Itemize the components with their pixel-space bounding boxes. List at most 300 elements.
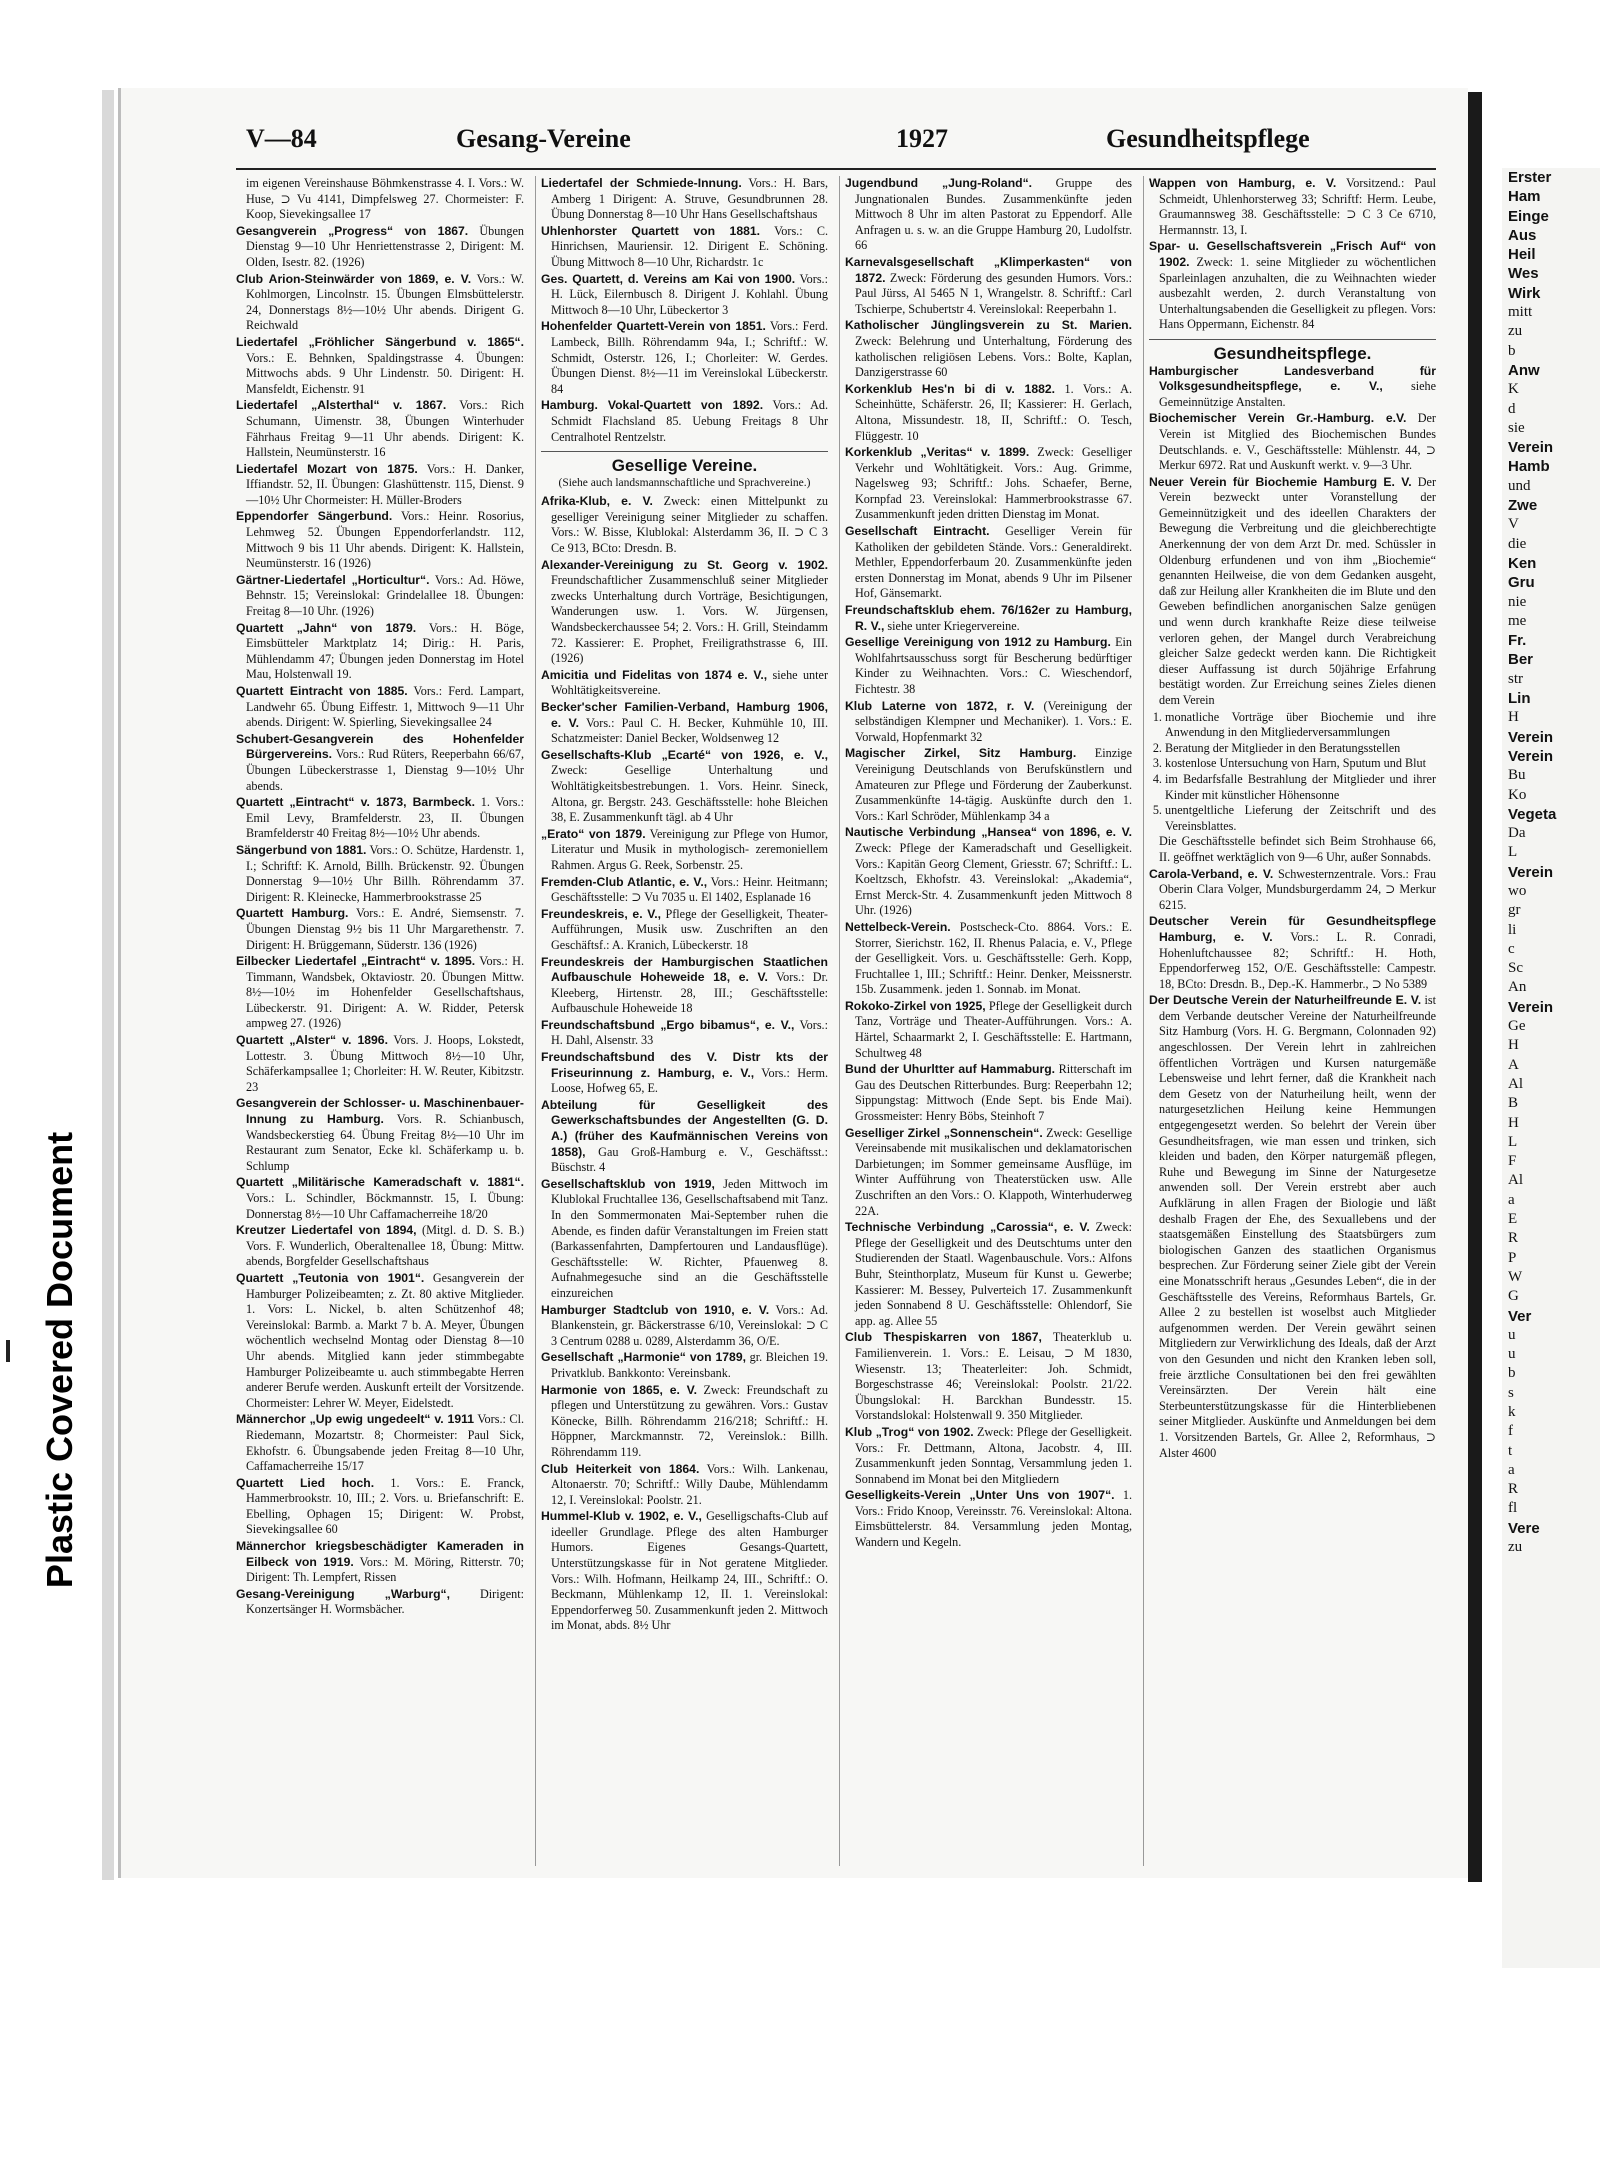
directory-entry [845,445,1132,523]
directory-entry [236,1539,524,1586]
entry-name: Liedertafel der Schmiede-Innung. [541,176,742,190]
entry-text: siehe Gemeinnützige Anstalten. [1159,379,1436,409]
entry-name: Männerchor kriegsbeschädigter Kameraden in Eilbeck von 1919. [236,1539,524,1569]
entry-name: Liedertafel „Fröhlicher Sängerbund v. 1865“. [236,334,524,349]
fragment-line: Anw [1508,361,1540,379]
section-title-right: Gesundheitspflege [1106,124,1310,153]
entry-name: Technische Verbindung „Carossia“, e. V. [845,1220,1090,1235]
directory-entry [236,573,524,620]
directory-entry [845,920,1132,998]
directory-entry [236,843,524,905]
entry-text: Vors.: Ad. Blankenstein, gr. Bäckerstrasse 6/10, Vereinslokal: ⊃ C 3 Centrum 0288 u. 0289, Alsterdamm 36, O/E. [551,1302,829,1348]
fragment-line: me [1508,612,1527,629]
entry-text: Vors.: Ad. Höwe, Behnstr. 15; Vereinslokal: Grindelallee 18. Übungen: Freitag 8—10 Uhr. (1926) [246,572,524,619]
fragment-line: und [1508,477,1531,494]
entry-name: Spar- u. Gesellschaftsverein „Frisch Auf“ von 1902. [1149,239,1436,269]
fragment-line: Fr. [1508,632,1527,650]
entry-name: Afrika-Klub, e. V. [541,494,653,509]
directory-entry [845,382,1132,444]
column-4 [1143,176,1441,1866]
entry-text: Postscheck-Cto. 8864. Vors.: E. Storrer, Sierichstr. 162, II. Rhenus Palacia, e. V., Pflege der Geselligkeit. Vors. u. Geschäftsstelle: Gerh. Kopp, Fruchtallee 1, III.; Schriftf.: Heinr. Denker, Meissnerstr. 15b. Zusammenk. jeden 1. Sonnab. im Monat. [855,919,1133,997]
entry-text: Ein Wohlfahrtsausschuss sorgt für Bescherung bedürftiger Kinder zu Weihnachten. Vors.: C. Wieschendorf, Fichtestr. 38 [855,635,1132,696]
directory-entry [541,176,828,223]
entry-text: Vors.: H. Timmann, Wandsbek, Oktaviostr. 20. Übungen Mittw. 8½—10½ im Hohenfelder Gesellschaftshaus, Lübeckerstr. 91. Dirigent: A. W. Ridder, Petersk ampweg 27. (1926) [246,954,524,1031]
entry-text: 1. Vors.: E. Franck, Hammerbrookstr. 10, III.; 2. Vors. u. Briefanschrift: E. Ebelling, Ophagen 15; Dirigent: W. Probst, Sievekingsallee 60 [246,1475,524,1537]
entry-name: Gesellschaft Eintracht. [845,524,990,539]
fragment-line: Al [1508,1172,1523,1189]
fragment-line: a [1508,1461,1515,1478]
entry-name: Carola-Verband, e. V. [1149,866,1274,881]
list-item: 3. kostenlose Untersuchung von Harn, Sputum und Blut [1165,756,1436,772]
fragment-line: G [1508,1288,1519,1305]
directory-entry [541,955,828,1017]
fragment-line: R [1508,1481,1519,1498]
fragment-line: Ham [1508,188,1541,206]
directory-entry [541,272,828,319]
entry-name: Deutscher Verein für Gesundheitspflege Hamburg, e. V. [1149,914,1436,944]
fragment-line: nie [1508,593,1527,610]
directory-entry [541,1383,828,1461]
entry-name: Freundeskreis der Hamburgischen Staatlichen Aufbauschule Hoheweide 18, e. V. [541,954,828,985]
directory-entry [845,318,1132,380]
directory-entry [236,906,524,953]
entry-text: Pflege der Geselligkeit durch Tanz, Vorträge und Theater-Aufführungen. Vors.: A. Härtel, Schaarmarkt 2, I. Geschäftsstelle: E. Hartmann, Schultweg 48 [855,998,1132,1060]
entry-name: Amicitia und Fidelitas von 1874 e. V., [541,667,768,682]
entry-name: Eppendorfer Sängerbund. [236,509,393,524]
entry-name: Quartett „Alster“ v. 1896. [236,1033,388,1048]
fragment-line: H [1508,1037,1519,1054]
directory-entry [1149,239,1436,333]
fragment-line: li [1508,921,1517,938]
fragment-line: Bu [1508,767,1526,784]
entry-name: Abteilung für Geselligkeit des Gewerkschaftsbundes der Angestellten (G. D. A.) (früher des Kaufmännischen Vereins von 1858), [541,1097,828,1159]
entry-text: Pflege der Geselligkeit, Theater-Aufführungen, Musik usw. Zuschriften an den Geschäftsf.: A. Kranich, Lübeckerstr. 18 [551,906,828,952]
entry-text: Zweck: Pflege der Geselligkeit und des Deutschtums unter den Studierenden der Staatl. Wagenbauschule. Vors.: Alfons Buhr, Steinthorplatz, Museum für Kunst u. Gewerbe; Kassierer: M. Bessey, Pulverteich 17. Zusammenkunft jeden Sonnabend 8 U. Geschäftsstelle: Ohlendorf, Sie app. ag. Allee 55 [855,1220,1132,1328]
directory-entry [541,1462,828,1509]
entry-text: siehe unter Wohltätigkeitsvereine. [551,667,828,698]
list-item: 2. Beratung der Mitglieder in den Beratungsstellen [1165,741,1436,757]
entry-name: Quartett Hamburg. [236,906,349,921]
entry-name: Neuer Verein für Biochemie Hamburg E. V. [1149,474,1412,489]
entry-text: Vors.: Wilh. Lankenau, Altonaerstr. 70; Schriftf.: Willy Daube, Mühlendamm 12, I. Vereinslokal: Poolstr. 21. [551,1461,829,1507]
fragment-line: Hamb [1508,458,1550,476]
fragment-line: L [1508,1133,1518,1150]
fragment-line: t [1508,1442,1513,1459]
entry-name: Katholischer Jünglingsverein zu St. Marien. [845,318,1132,333]
fragment-line: sie [1508,419,1525,436]
entry-name: Freundschaftsklub ehem. 76/162er zu Hamburg, R. V., [845,603,1132,633]
entry-name: Freundeskreis, e. V., [541,906,662,921]
entry-text: Zweck: Förderung des gesunden Humors. Vors.: Paul Jürss, Al 5465 N 1, Wrangelstr. 8. Schriftf.: Carl Tschierpe, Schubertstr 4. Vereinslokal: Reeperbahn 1. [855,270,1132,316]
book-gutter [1482,100,1502,1880]
header-rule [236,168,1436,170]
entry-text: Übungen Dienstag 9—10 Uhr Henriettenstrasse 2, Dirigent: M. Olden, Isestr. 82. (1926) [246,223,524,269]
fragment-line: Zwe [1508,497,1538,515]
directory-entry [541,748,828,826]
entry-text: Zweck: 1. seine Mitglieder zu wöchentlichen Sparleinlagen anzuhalten, die zu Weihnachten wieder ausbezahlt werden, 2. durch Veranstaltung von Unterhaltungsabenden die Geselligkeit zu pflegen. Vors: Hans Oppermann, Eichenstr. 84 [1159,254,1437,332]
fragment-line: Al [1508,1075,1523,1092]
directory-entry [236,1587,524,1618]
entry-text: Theaterklub u. Familienverein. 1. Vors.: E. Leisau, ⊃ M 1830, Wiesenstr. 13; Theaterleiter: Joh. Schmidt, Borgeschstrasse 46; Vereinslokal: Poolstr. 21/22. Übungslokal: H. Barckhan Bundesstr. 15. Vorstandslokal: Holstenwall 9. 350 Mitglieder. [855,1330,1132,1423]
directory-entry [541,875,828,906]
fragment-line: Heil [1508,246,1536,264]
directory-entry [845,524,1132,602]
directory-entry [541,398,828,445]
entry-text: Vors.: H. Lück, Eilernbusch 8. Dirigent J. Kohlahl. Übung Mittwoch 8—10 Uhr, Lübeckertor 3 [551,271,828,317]
right-page-edge [1468,92,1482,1882]
entry-name: Geselligkeits-Verein „Unter Uns von 1907“. [845,1488,1115,1503]
entry-text: (Mitgl. d. D. S. B.) Vors. F. Wunderlich, Oberaltenallee 18, Übung: Mittw. abends, Borgfelder Gesellschaftshaus [246,1223,525,1269]
directory-entry [845,1330,1132,1424]
directory-entry [541,494,828,556]
fragment-line: zu [1508,323,1523,340]
fragment-line: Lin [1508,690,1531,708]
fragment-line: wo [1508,882,1527,899]
directory-entry [236,509,524,571]
directory-entry [845,1220,1132,1329]
entry-name: Gesangverein der Schlosser- u. Maschinenbauer-Innung zu Hamburg. [236,1096,524,1127]
entry-text: 1. Vors.: A. Scheinhütte, Schäferstr. 26, II; Kassierer: H. Gerlach, Altona, Missundestr. 18, II, Schriftf.: O. Tesch, Flüggestr. 10 [855,381,1133,443]
entry-name: Quartett „Eintracht“ v. 1873, Barmbeck. [236,795,475,810]
entry-text: im eigenen Vereinshause Böhmkenstrasse 4. I. Vors.: W. Huse, ⊃ Vu 4141, Dimpfelsweg 27. Chormeister: F. Koop, Sievekingsallee 17 [246,176,524,222]
entry-text: Vors.: H. Dahl, Alsenstr. 33 [551,1017,828,1048]
directory-entry [236,684,524,731]
entry-text: Zweck: Gesellige Vereinsabende mit musikalischen und deklamatorischen Darbietungen; im Sommer gemeinsame Ausflüge, im Winter Aufführung von Theaterstücken usw. Alle Zuschriften an den Vors.: O. Klappoth, Winterhuderweg 22A. [855,1125,1132,1218]
entry-name: Sängerbund von 1881. [236,842,367,857]
directory-entry [236,272,524,334]
entry-name: Freundschaftsbund „Ergo bibamus“, e. V., [541,1017,795,1032]
entry-text: Vors.: Ad. Schmidt Flachsland 85. Uebung Freitags 8 Uhr Centralhotel Rentzelstr. [551,398,829,444]
fragment-line: fl [1508,1500,1518,1517]
directory-entry [1149,867,1436,914]
directory-entry [236,795,524,842]
directory-entry [1149,475,1436,709]
entry-text: Vors.: H. Danker, Iffiandstr. 52, II. Übungen: Glashüttenstr. 115, Dienst. 9—10½ Uhr Chormeister: H. Müller-Broders [246,461,524,507]
fragment-line: Ver [1508,1307,1532,1325]
directory-entry [845,603,1132,634]
column-3 [839,176,1137,1866]
entry-name: Eilbecker Liedertafel „Eintracht“ v. 1895. [236,954,476,969]
entry-text: Vorsitzend.: Paul Schmeidt, Uhlenhorsterweg 33; Schriftf: Herm. Leube, Graumannsweg 38. Geschäftsstelle: ⊃ C 3 Ce 6710, Hermannstr. 13, I. [1159,176,1437,237]
entry-text: Vors.: Paul C. H. Becker, Kuhmühle 10, III. Schatzmeister: Daniel Becker, Woldsenweg 12 [551,715,829,746]
directory-entry [845,255,1132,317]
entry-text: Zweck: Belehrung und Unterhaltung, Förderung des katholischen religiösen Lebens. Vors.: Bolte, Kaplan, Danzigerstrasse 60 [855,333,1132,380]
directory-entry [845,635,1132,697]
plastic-cover-label: Plastic Covered Document [39,1131,80,1589]
entry-name: Wappen von Hamburg, e. V. [1149,176,1337,190]
entry-text: Vors.: L. R. Conradi, Hohenluftchaussee 82; Schriftf.: H. Hoth, Eppendorferweg 152, O/E. Geschäftsstelle: Campestr. 18, BCto: Dresdn. B., Dep.-K. Hammerbr., ⊃ No 5389 [1159,929,1436,991]
entry-name: Club Arion-Steinwärder von 1869, e. V. [236,271,472,286]
fragment-line: a [1508,1191,1515,1208]
entry-name: Quartett „Teutonia von 1901“. [236,1270,425,1285]
fragment-line: b [1508,1365,1516,1382]
entry-text: Vors.: H. Bars, Amberg 1 Dirigent: A. Struve, Gesundbrunnen 28. Übung Donnerstag 8—10 Uhr Hans Gesellschaftshaus [551,176,828,222]
entry-text: Dirigent: Konzertsänger H. Wormsbächer. [246,1586,524,1617]
page-number: V—84 [246,124,317,153]
fragment-line: Sc [1508,960,1523,977]
directory-entry [236,1476,524,1538]
fragment-line: Verein [1508,747,1554,765]
entry-name: Nettelbeck-Verein. [845,919,951,934]
entry-name: Harmonie von 1865, e. V. [541,1382,698,1397]
fragment-line: R [1508,1230,1519,1247]
text-columns [231,176,1441,1866]
entry-text: ist dem Verbande deutscher Vereine der Naturheilfreunde Sitz Hamburg (Vors. H. G. Bergmann, Colonnaden 92) angeschlossen. Der Verein lehrt in zahlreichen öffentlichen Vorträgen und Kursen naturgemäße Lebensweise und lehrt ferner, daß die Krankheit nach dem Gesetz von der Naturheilung heilt, wenn der naturgesetzlichen Heilung keine Hemmungen entgegengesetzt werden. So belehrt der Verein über Gesundheitsfragen, wie man essen und trinken, sich kleiden und baden, den Körper naturgemäß pflegen, Ruhe und Bewegung im Sinne der Naturgesetze anwenden soll. Der Verein erstrebt aber auch Aufklärung in allen Fragen der Biologie und läßt deshalb Fragen der Ehe, des Sexuallebens und der staatsgemäßen Einstellung des Staatsbürgers zum biologischen Ganzen des staatlichen Organismus besprechen. Zur Förderung seiner Ziele gibt der Verein eine Monatsschrift heraus „Gesundes Leben“, die in der Geschäftsstelle des Vereins, Reformhaus Bartels, Gr. Allee 2 zu bestellen ist woselbst auch Mitglieder aufgenommen werden. Der Verein gewährt seinen Mitgliedern zur Verwirklichung des Ideals, daß der Arzt von den Gesunden und nicht den Kranken leben soll, freie ärztliche Consultationen bei den frei gewählten Vereinsärzten. Der Verein hält eine Sterbeunterstützungskasse für die Hinterbliebenen seiner Mitglieder. Auskünfte und Anmeldungen bei dem 1. Vorsitzenden Bartels, Gr. Allee 2, Reformhaus, ⊃ Alster 4600 [1159,993,1436,1460]
entry-text: Gau Groß-Hamburg e. V., Geschäftsst.: Büschstr. 4 [551,1144,828,1175]
entry-name: Der Deutsche Verein der Naturheilfreunde E. V. [1149,993,1422,1008]
entry-text: Vors.: L. Schindler, Böckmannstr. 15, I. Übung: Donnerstag 8½—10 Uhr Caffamacherreihe 18/20 [246,1191,524,1221]
entry-name: Hummel-Klub v. 1902, e. V., [541,1509,702,1524]
fragment-line: Verein [1508,998,1554,1016]
entry-name: Quartett „Jahn“ von 1879. [236,620,417,635]
fragment-line: Einge [1508,207,1549,225]
entry-name: Korkenklub „Veritas“ v. 1899. [845,445,1030,460]
entry-text: siehe unter Kriegervereine. [887,618,1020,633]
entry-name: Kreutzer Liedertafel von 1894, [236,1223,417,1238]
section-title-left: Gesang-Vereine [456,124,631,153]
fragment-line: F [1508,1153,1517,1170]
entry-text: 1. Vors.: Emil Levy, Bramfelderstr. 23, II. Übungen Bramfelderstr 40 Freitag 8½—10½ Uhr abends. [246,795,524,841]
fragment-line: B [1508,1095,1519,1112]
entry-name: Jugendbund „Jung-Roland“. [845,176,1033,190]
fragment-line: Ken [1508,554,1537,572]
entry-text: Zweck: Freundschaft zu pflegen und Unterstützung zu gewähren. Vors.: Gustav Könecke, Billh. Röhrendamm 216/218; Schriftf.: H. Höppner, Marckmannstr. 72, Vereinslok.: Billh. Röhrendamm 119. [551,1382,829,1459]
entry-name: Korkenklub Hes'n bi di v. 1882. [845,381,1056,396]
directory-entry [845,825,1132,919]
fragment-line: Ber [1508,651,1534,669]
fragment-line: mitt [1508,304,1533,321]
edge-mark [6,1340,10,1362]
entry-text: Zweck: Pflege der Geselligkeit. Vors.: Fr. Dettmann, Altona, Jacobstr. 4, III. Zusammenkunft jeden Sonntag, Versammlung jeden 1. Sonnabend im Monat bei den Mitgliedern [855,1424,1133,1486]
fragment-line: E [1508,1211,1518,1228]
entry-name: Hohenfelder Quartett-Verein von 1851. [541,319,766,334]
section-heading: Gesellige Vereine. [541,451,828,474]
fragment-line: Verein [1508,863,1554,881]
entry-name: Quartett „Militärische Kameradschaft v. 1881“. [236,1175,524,1190]
entry-text: Vors.: Cl. Riedemann, Mozartstr. 8; Chormeister: Paul Sick, Ekhofstr. 6. Übungsabende jeden Freitag 8—10 Uhr, Caffamacherreihe 15/17 [246,1412,524,1474]
list-item: 5. unentgeltliche Lieferung der Zeitschrift und des Vereinsblattes. [1165,803,1436,834]
fragment-line: str [1508,670,1523,687]
entry-name: Club Thespiskarren von 1867, [845,1330,1042,1345]
directory-entry [541,1303,828,1350]
left-page-edge [102,90,114,1880]
directory-entry [541,1098,828,1176]
entry-text: Schwesternzentrale. Vors.: Frau Oberin Clara Volger, Mundsburgerdamm 24, ⊃ Merkur 6215. [1159,866,1436,912]
fragment-line: d [1508,400,1516,417]
fragment-line: b [1508,342,1516,359]
entry-text: Vors.: M. Möring, Ritterstr. 70; Dirigent: Th. Lempfert, Rissen [246,1554,524,1585]
directory-entry [236,1096,524,1174]
directory-entry [1149,176,1436,238]
fragment-line: f [1508,1423,1513,1440]
entry-text: Gruppe des Jungnationalen Bundes. Zusammenkünfte jeden Mittwoch 8 Uhr im alten Pastorat zu Eppendorf. Alle Anfragen u. s. w. an die Gruppe Hamburg 20, Ludolfstr. 66 [855,176,1133,253]
directory-entry [236,1412,524,1474]
directory-entry [236,224,524,271]
directory-entry [541,827,828,874]
fragment-line: K [1508,381,1519,398]
fragment-line: u [1508,1326,1516,1343]
entry-name: Gesang-Vereinigung „Warburg“, [236,1586,451,1601]
directory-entry [236,1175,524,1222]
directory-entry [236,462,524,509]
directory-entry [236,1271,524,1411]
fragment-line: P [1508,1249,1517,1266]
directory-entry [1149,914,1436,992]
directory-entry [1149,834,1436,865]
entry-text: Vors.: Heinr. Rosorius, Lehmweg 52. Übungen Eppendorferlandstr. 112, Mittwoch 9 bis 11 Uhr abends. Dirigent: K. Hallstein, Neumünsterstr. 16 (1926) [246,509,524,571]
list-item: 1. monatliche Vorträge über Biochemie und ihre Anwendung in den Mitgliederversammlungen [1165,710,1436,741]
directory-page [118,88,1468,1878]
directory-entry [541,907,828,954]
directory-entry [541,224,828,271]
directory-entry [236,398,524,460]
section-heading: Gesundheitspflege. [1149,339,1436,362]
fragment-line: Da [1508,825,1526,842]
directory-entry [236,954,524,1032]
entry-name: Gesellige Vereinigung von 1912 zu Hamburg. [845,635,1111,650]
directory-entry [845,1062,1132,1124]
entry-name: Club Heiterkeit von 1864. [541,1461,700,1476]
entry-text: Vors.: C. Hinrichsen, Mauriensir. 12. Dirigent E. Schöning. Übung Mittwoch 8—10 Uhr, Richardstr. 1c [551,223,829,269]
entry-text: Freundschaftlicher Zusammenschluß seiner Mitglieder zwecks Unterhaltung durch Vorträge, Besichtigungen, Wanderungen usw. 1. Vors. W. Jürgensen, Wandsbeckerchaussee 54; 2. Vors.: H. Grill, Steindamm 72. Kassierer: E. Prophet, Freiligrathstrasse 6, III. (1926) [551,573,828,666]
entry-name: Quartett Eintracht von 1885. [236,684,408,698]
fragment-line: Verein [1508,439,1554,457]
fragment-line: H [1508,709,1519,726]
entry-text: Die Geschäftsstelle befindet sich Beim Strohhause 66, II. geöffnet werktäglich von 9—6 Uhr, außer Sonnabds. [1159,834,1436,864]
entry-text: Vors.: Rich Schumann, Uimenstr. 38, Übungen Winterhuder Fährhaus Freitag 9—11 Uhr abends. Dirigent: K. Hallstein, Neumünsterstr. 16 [246,398,525,460]
directory-entry [845,699,1132,746]
directory-entry [541,668,828,699]
directory-entry [845,176,1132,254]
entry-name: Gesellschaft „Harmonie“ von 1789, [541,1350,746,1365]
entry-name: Magischer Zirkel, Sitz Hamburg. [845,746,1077,761]
entry-name: Biochemischer Verein Gr.-Hamburg. e.V. [1149,411,1407,426]
column-2 [535,176,833,1866]
entry-text: Vors.: W. Kohlmorgen, Lincolnstr. 15. Übungen Elmsbüttelerstr. 24, Donnerstags 8½—10½ Uhr abends. Dirigent G. Reichwald [246,271,525,333]
list-item: 4. im Bedarfsfalle Bestrahlung der Mitglieder und ihrer Kinder mit künstlicher Höhensonne [1165,772,1436,803]
fragment-line: s [1508,1384,1514,1401]
page-header [121,124,1468,168]
entry-name: Hamburger Stadtclub von 1910, e. V. [541,1302,770,1317]
entry-text: Einzige Vereinigung Deutschlands von Berufskünstlern und Amateuren zur Pflege und Förderung der Zauberkunst. Zusammenkünfte 14-tägig. Auskünfte durch den 1. Vors.: Karl Schröder, Mühlenkamp 34 a [855,746,1133,823]
fragment-line: A [1508,1056,1519,1073]
directory-entry [236,1223,524,1270]
directory-entry [845,999,1132,1061]
entry-text: (Vereinigung der selbständigen Klempner und Mechaniker). 1. Vors.: E. Vorwald, Hopfenmarkt 32 [855,698,1132,744]
section-subheading: (Siehe auch landsmannschaftliche und Sprachvereine.) [558,476,811,489]
year-title: 1927 [896,124,948,153]
entry-text: Zweck: Geselliger Verkehr und Wohltätigkeit. Vors.: Aug. Grimme, Nagelsweg 93; Schriftf.: Johs. Schaefer, Berne, Kornpfad 23. Vereinslokal: Hammerbrookstrasse 67. Zusammenkunft jeden dritten Dienstag im Monat. [855,445,1132,522]
entry-name: Hamburgischer Landesverband für Volksgesundheitspflege, e. V., [1149,363,1436,394]
entry-name: Gesellschafts-Klub „Ecarté“ von 1926, e. V., [541,747,828,762]
entry-name: Gärtner-Liedertafel „Horticultur“. [236,572,430,587]
entry-name: Gesangverein „Progress“ von 1867. [236,223,469,238]
fragment-line: Ge [1508,1018,1526,1035]
entry-text: Vors. R. Schianbusch, Wandsbeckerstieg 64. Übung Freitag 8½—10 Uhr im Restaurant zum Senator, Ecke kl. Schäferkamp u. b. Schlump [246,1112,524,1173]
entry-name: Klub Laterne von 1872, r. V. [845,698,1035,713]
entry-name: Freundschaftsbund des V. Distr kts der Friseurinnung z. Hamburg, e. V., [541,1050,828,1080]
entry-text: Geselligschafts-Club auf ideeller Grundlage. Pflege des alten Hamburger Humors. Eigenes Gesangs-Quartett, Unterstützungskasse für in Not geratene Mitglieder. Vors.: Wilh. Hofmann, Heilkamp 24, III., Schriftf.: O. Beckmann, Mühlenkamp 12, II. 1. Vereinslokal: Eppendorferweg 50. Zusammenkunft jeden 2. Mittwoch im Monat, abds. 8½ Uhr [551,1509,828,1633]
directory-entry [541,1509,828,1634]
entry-name: Bund der Uhurltter auf Hammaburg. [845,1062,1056,1077]
entry-text: Geselliger Verein für Katholiken der gebildeten Stände. Vors.: Generaldirekt. Methler, Eppendorferbaum 20. Zusammenkünfte jeden ersten Donnerstag im Monat, abends 9 Uhr im Pilsener Hof, Gänsemarkt. [855,524,1133,601]
fragment-line: Aus [1508,226,1537,244]
adjacent-page-fragment [1502,168,1600,1968]
entry-name: Karnevalsgesellschaft „Klimperkasten“ von 1872. [845,254,1132,285]
directory-entry [236,621,524,683]
entry-text: Vors.: Ferd. Lampart, Landwehr 65. Übung Eiffestr. 1, Mittwoch 9—11 Uhr abends. Dirigent: W. Spierling, Sievekingsallee 24 [246,684,524,730]
entry-text: Der Verein bezweckt unter Voranstellung der Gemeinnützigkeit und des ideellen Charakters der Bewegung die Verbreitung und die gleichberechtigte Anerkennung der von dem Arzt Dr. med. Schüssler in Oldenburg erfundenen und von ihm „Biochemie“ genannten Heilweise, die von dem Gedanken ausgeht, daß zur Heilung aller Krankheiten die im Blute und den Geweben befindlichen anorganischen Salze genügen und wenn durch krankhafte Reize diese teilweise verloren gehen, der Mangel durch Verabreichung gleicher Salze gedeckt werden kann. Die Richtigkeit dieser Auffassung ist durch 50jährige Erfahrung bestätigt worden. Zur Erreichung seines Zieles dienen dem Verein [1159,474,1437,707]
fragment-line: zu [1508,1539,1523,1556]
entry-text: Vors.: H. Böge, Eimsbütteler Marktplatz 14; Dirig.: H. Paris, Mühlendamm 47; Übungen jeden Donnerstag im Hotel Mau, Holstenwall 19. [246,620,524,682]
entry-name: Liedertafel Mozart von 1875. [236,461,418,476]
fragment-line: W [1508,1268,1523,1285]
entry-name: Quartett Lied hoch. [236,1475,375,1490]
directory-entry [236,176,524,223]
entry-text: 1. Vors.: Frido Knoop, Vereinsstr. 76. Vereinslokal: Altona. Eimsbüttelerstr. 84. Versammlung jeden Montag, Wandern und Kegeln. [855,1488,1132,1550]
entry-name: Rokoko-Zirkel von 1925, [845,998,986,1013]
directory-entry [1149,364,1436,411]
directory-entry [236,335,524,397]
fragment-line: k [1508,1404,1516,1420]
fragment-line: Gru [1508,574,1535,592]
numbered-list [1149,710,1436,835]
entry-text: Der Verein ist Mitglied des Biochemischen Bundes Deutschlands. e. V., Geschäftsstelle: Mühlenstr. 44, ⊃ Merkur 6972. Rat und Auskunft werkt. v. 9—3 Uhr. [1159,411,1436,473]
fragment-line: u [1508,1346,1516,1363]
entry-text: gr. Bleichen 19. Privatklub. Bankkonto: Vereinsbank. [551,1350,828,1380]
directory-entry [541,1018,828,1049]
directory-entry [845,1126,1132,1220]
directory-entry [541,700,828,747]
fragment-line: H [1508,1114,1519,1131]
entry-name: Gesellschaftsklub von 1919, [541,1176,715,1191]
entry-text: Gesangverein der Hamburger Polizeibeamten; z. Zt. 80 aktive Mitglieder. 1. Vors: L. Nickel, b. alten Schützenhof 48; Vereinslokal: Barmb. a. Markt 7 b. A. Meyer, Übungen wöchentlich wechselnd Montag oder Dienstag 8—10 Uhr abends. Mitglied kann jeder stimmbegabte Hamburger Polizeibeamte u. auch stimmbegabte Herren anderer Berufe werden. Auskunft erteilt der Vorsitzende. Chormeister: Lehrer W. Meyer, Eidelstedt. [246,1270,524,1410]
entry-text: Ritterschaft im Gau des Deutschen Ritterbundes. Burg: Reeperbahn 12; Sippungstag: Mittwoch (Ende Sept. bis Ende Mai). Grossmeister: Henry Böbs, Steinhoft 7 [855,1062,1132,1124]
directory-entry [236,1033,524,1095]
column-1 [231,176,529,1866]
entry-name: Uhlenhorster Quartett von 1881. [541,223,761,238]
directory-entry [236,732,524,794]
fragment-line: Wes [1508,265,1539,283]
fragment-line: Wirk [1508,284,1541,302]
entry-name: Becker'scher Familien-Verband, Hamburg 1906, e. V. [541,700,828,730]
entry-text: Vors.: E. Behnken, Spaldingstrasse 4. Übungen: Mittwochs abds. 9 Uhr Lindenstr. 50. Dirigent: H. Mansfeldt, Eichenstr. 91 [246,350,524,396]
fragment-line: Erster [1508,169,1552,186]
entry-name: Liedertafel „Alsterthal“ v. 1867. [236,398,447,413]
fragment-line: V [1508,516,1519,533]
directory-entry [845,1488,1132,1550]
entry-text: Zweck: Pflege der Kameradschaft und Geselligkeit. Vors.: Kapitän Georg Clement, Griesstr. 67; Schriftf.: L. Koeltzsch, Ekhofstr. 43. Vereinslokal: „Akademia“, Ernst Merck-Str. 4. Zusammenkunft jeden Mittwoch 8 Uhr. (1926) [855,840,1132,918]
entry-name: Ges. Quartett, d. Vereins am Kai von 1900. [541,271,796,286]
entry-name: „Erato“ von 1879. [541,826,646,841]
entry-name: Hamburg. Vokal-Quartett von 1892. [541,398,764,413]
directory-entry [845,1425,1132,1487]
entry-text: Vors.: Rud Rüters, Reeperbahn 66/67, Übungen Lübeckerstrasse 1, Dienstag 9—10½ Uhr abends. [246,747,525,793]
directory-entry [541,319,828,397]
entry-name: Fremden-Club Atlantic, e. V., [541,874,708,889]
entry-name: Alexander-Vereinigung zu St. Georg v. 1902. [541,557,828,572]
entry-text: Vors.: Ferd. Lambeck, Billh. Röhrendamm 94a, I.; Schriftf.: W. Schmidt, Osterstr. 126, I.; Chorleiter: W. Gerdes. Übungen Dienst. 8½—11 im Vereinslokal Lübeckerstr. 84 [551,319,828,396]
entry-name: Klub „Trog“ von 1902. [845,1424,974,1439]
entry-name: Geselliger Zirkel „Sonnenschein“. [845,1125,1043,1140]
fragment-line: An [1508,979,1527,996]
directory-entry [541,1050,828,1097]
entry-text: Zweck: Gesellige Unterhaltung und Wohltätigkeitsbestrebungen. 1. Vors. Heinr. Sineck, Altona, gr. Bergstr. 243. Geschäftsstelle: hohe Bleichen 38, E. Zusammenkunft tägl. ab 4 Uhr [551,763,828,825]
entry-text: Vors.: Heinr. Heitmann; Geschäftsstelle: ⊃ Vu 7035 u. El 1402, Esplanade 16 [551,874,828,905]
entry-text: Vors. J. Hoops, Lokstedt, Lottestr. 3. Übung Mittwoch 8½—10 Uhr, Schäferkampsallee 1; Chorleiter: H. W. Reuter, Kibitzstr. 23 [246,1033,524,1094]
directory-entry [541,1350,828,1381]
fragment-line: die [1508,535,1527,552]
